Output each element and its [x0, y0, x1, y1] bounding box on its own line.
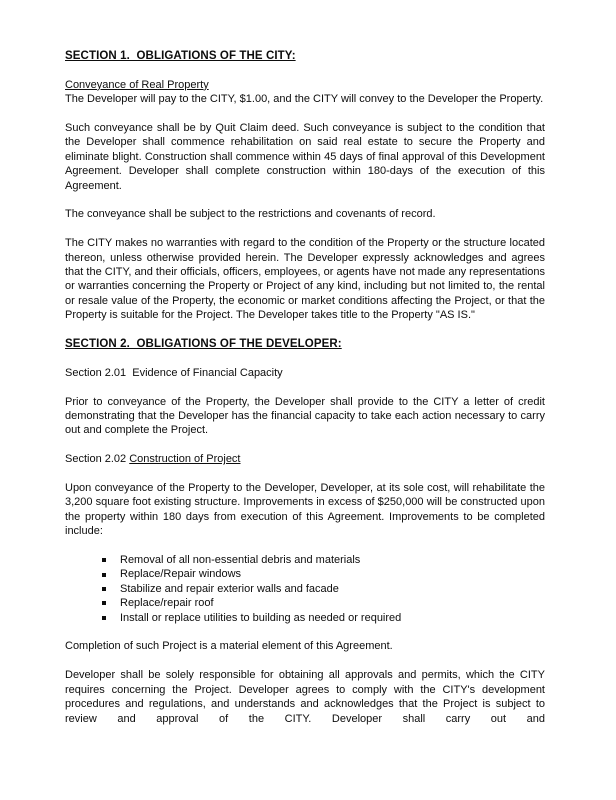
list-item-text: Replace/repair roof — [120, 597, 214, 610]
list-item — [102, 582, 545, 596]
section-2-02-label: Section 2.02 — [65, 453, 130, 466]
approvals-paragraph: Developer shall be solely responsible for obtaining all approvals and permits, which the CITY requires concerning the Project. Developer agrees to comply with the CITY's development procedures and regulations, and understands and acknowledges that the Project is subject to review and approval of the CITY. Developer shall carry out and — [65, 669, 545, 725]
improvements-list — [65, 553, 545, 625]
conveyance-subheading: Conveyance of Real Property — [65, 78, 209, 91]
square-bullet-icon — [102, 573, 106, 577]
payment-paragraph: The Developer will pay to the CITY, $1.00, and the CITY will convey to the Developer the Property. — [65, 93, 544, 106]
section-2-02-heading — [65, 452, 545, 466]
square-bullet-icon — [102, 587, 106, 591]
completion-paragraph: Completion of such Project is a material element of this Agreement. — [65, 640, 393, 653]
list-item — [102, 611, 545, 625]
list-item-text: Removal of all non-essential debris and materials — [120, 554, 361, 567]
warranties-paragraph: The CITY makes no warranties with regard to the condition of the Property or the structure located thereon, unless otherwise provided herein. The Developer expressly acknowledges and agrees that the CITY, and their officials, officers, employees, or agents have not made any representations or warranties concerning the Property or Project of any kind, including but not limited to, the rental or resale value of the Property, the economic or market conditions affecting the Project, or that the Property is suitable for the Project. The Developer takes title to the Property "AS IS." — [65, 237, 545, 322]
list-item — [102, 553, 545, 567]
list-item-text: Replace/Repair windows — [120, 568, 242, 581]
list-item — [102, 596, 545, 610]
construction-paragraph: Upon conveyance of the Property to the Developer, Developer, at its sole cost, will rehabilitate the 3,200 square foot existing structure. Improvements in excess of $250,000 will be constructed upon the property within 180 days from execution of this Agreement. Improvements to be completed include: — [65, 482, 545, 538]
financial-capacity-paragraph: Prior to conveyance of the Property, the Developer shall provide to the CITY a letter of credit demonstrating that the Developer has the financial capacity to take each action necessary to carry out and complete the Project. — [65, 395, 545, 437]
section-2-heading: SECTION 2. OBLIGATIONS OF THE DEVELOPER: — [65, 338, 342, 351]
square-bullet-icon — [102, 558, 106, 562]
covenants-paragraph: The conveyance shall be subject to the restrictions and covenants of record. — [65, 208, 436, 221]
square-bullet-icon — [102, 616, 106, 620]
list-item-text: Install or replace utilities to building as needed or required — [120, 611, 402, 624]
section-2-02-title: Construction of Project — [129, 453, 241, 466]
list-item — [102, 567, 545, 581]
section-1-heading: SECTION 1. OBLIGATIONS OF THE CITY: — [65, 50, 296, 62]
list-item-text: Stabilize and repair exterior walls and facade — [120, 582, 339, 595]
quit-claim-paragraph: Such conveyance shall be by Quit Claim deed. Such conveyance is subject to the condition that the Developer shall commence rehabilitation on said real estate to secure the Property and eliminate blight. Construction shall commence within 45 days of final approval of this Development Agreement. Developer shall complete construction within 180-days of the execution of this Agreement. — [65, 122, 545, 192]
square-bullet-icon — [102, 601, 106, 605]
section-2-01-heading: Section 2.01 Evidence of Financial Capacity — [65, 366, 283, 379]
